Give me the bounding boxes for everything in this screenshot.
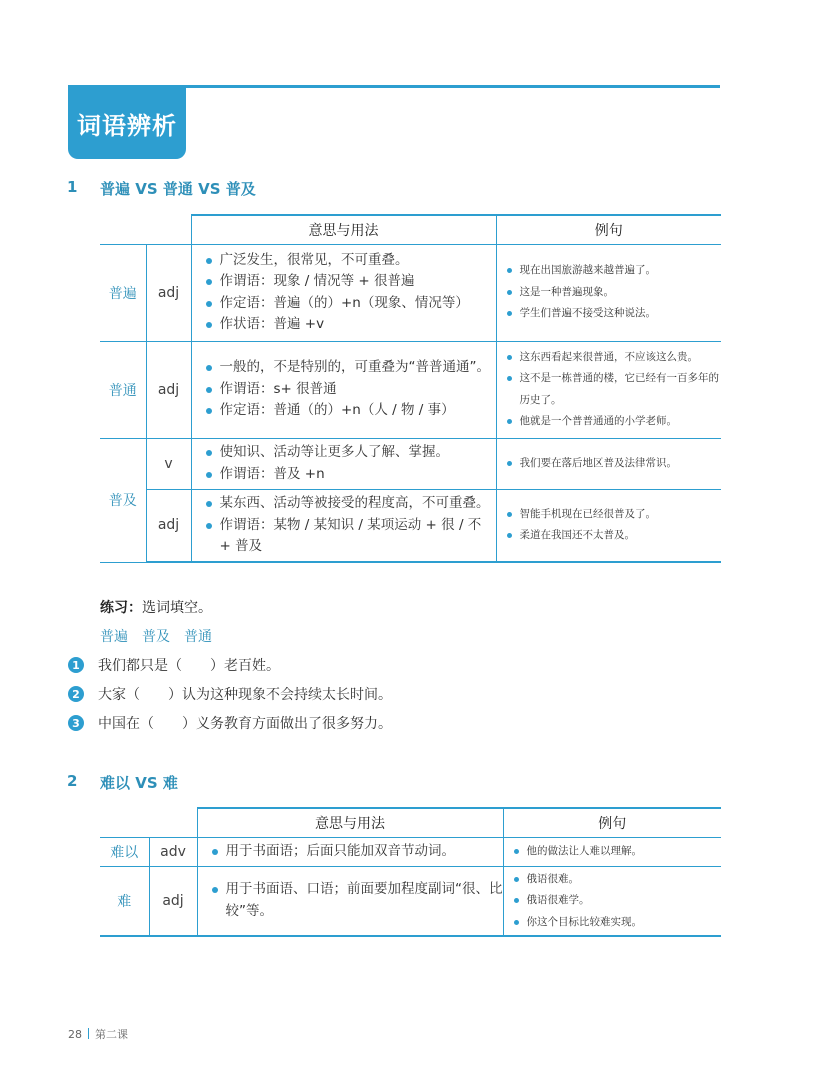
example-cell (496, 438, 721, 489)
usage-cell (191, 341, 496, 438)
usage-cell (191, 244, 496, 341)
word-choices (100, 626, 226, 646)
item-number-badge: 1 (68, 657, 84, 673)
item-text: 大家（ ）认为这种现象不会持续太长时间。 (98, 687, 392, 703)
pos-cell: adj (149, 866, 197, 936)
example-bullet: 这东西看起来很普通，不应该这么贵。 (507, 347, 722, 369)
table-row (100, 341, 721, 438)
usage-bullet: 用于书面语；后面只能加双音节动词。 (212, 841, 503, 863)
usage-bullet: 广泛发生，很常见，不可重叠。 (206, 250, 496, 272)
word-cell: 难 (100, 866, 149, 936)
lesson-label: 第二课 (95, 1028, 128, 1041)
table-row (100, 244, 721, 341)
example-cell (503, 837, 721, 866)
item-number-badge: 2 (68, 686, 84, 702)
example-bullet: 俄语很难。 (514, 869, 722, 891)
table-header-row (100, 808, 721, 837)
section-2-number: 2 (67, 772, 78, 790)
example-cell (503, 866, 721, 936)
table-row (100, 489, 721, 562)
usage-bullet: 作谓语：某物 / 某知识 / 某项运动 + 很 / 不 + 普及 (206, 515, 496, 558)
usage-bullet: 一般的，不是特别的，可重叠为“普普通通”。 (206, 357, 496, 379)
practice-label: 练习： (100, 600, 142, 616)
usage-cell (197, 837, 503, 866)
example-bullet: 智能手机现在已经很普及了。 (507, 504, 722, 526)
section-1-number: 1 (67, 178, 78, 196)
table-row (100, 438, 721, 489)
example-bullet: 这是一种普遍现象。 (507, 282, 722, 304)
table-header-row (100, 215, 721, 244)
choice-word: 普及 (142, 629, 170, 645)
example-header: 例句 (503, 808, 721, 837)
choice-word: 普通 (184, 629, 212, 645)
example-bullet: 俄语很难学。 (514, 890, 722, 912)
pos-cell: v (146, 438, 191, 489)
pos-cell: adj (146, 244, 191, 341)
practice-item (68, 655, 280, 675)
table-row (100, 866, 721, 936)
usage-cell (191, 438, 496, 489)
practice-instruction: 选词填空。 (142, 600, 212, 616)
usage-bullet: 某东西、活动等被接受的程度高，不可重叠。 (206, 493, 496, 515)
banner-title: 词语辨析 (77, 112, 177, 140)
example-cell (496, 244, 721, 341)
usage-cell (197, 866, 503, 936)
item-number-badge: 3 (68, 715, 84, 731)
usage-bullet: 作定语：普通（的）+n（人 / 物 / 事） (206, 400, 496, 422)
word-cell: 普通 (100, 341, 146, 438)
section-2-title: 难以 VS 难 (100, 774, 178, 792)
choice-word: 普遍 (100, 629, 128, 645)
pos-cell: adj (146, 489, 191, 562)
example-bullet: 学生们普遍不接受这种说法。 (507, 303, 722, 325)
example-bullet: 柔道在我国还不太普及。 (507, 525, 722, 547)
practice-item (68, 713, 392, 733)
example-bullet: 我们要在落后地区普及法律常识。 (507, 453, 722, 475)
page-footer (68, 1026, 128, 1042)
usage-bullet: 作定语：普遍（的）+n（现象、情况等） (206, 293, 496, 315)
footer-divider (88, 1028, 89, 1039)
example-bullet: 你这个目标比较难实现。 (514, 912, 722, 934)
item-text: 中国在（ ）义务教育方面做出了很多努力。 (98, 716, 392, 732)
word-cell: 普遍 (100, 244, 146, 341)
comparison-table-2 (100, 807, 721, 937)
usage-bullet: 作谓语：普及 +n (206, 464, 496, 486)
example-cell (496, 341, 721, 438)
usage-cell (191, 489, 496, 562)
usage-bullet: 用于书面语、口语；前面要加程度副词“很、比较”等。 (212, 879, 503, 922)
pos-cell: adj (146, 341, 191, 438)
item-text: 我们都只是（ ）老百姓。 (98, 658, 280, 674)
usage-bullet: 作谓语：现象 / 情况等 + 很普遍 (206, 271, 496, 293)
usage-bullet: 作谓语：s+ 很普通 (206, 379, 496, 401)
section-1-title: 普遍 VS 普通 VS 普及 (100, 180, 256, 198)
comparison-table-1 (100, 214, 721, 563)
example-header: 例句 (496, 215, 721, 244)
practice-title (100, 597, 212, 617)
word-cell: 普及 (100, 438, 146, 562)
practice-item (68, 684, 392, 704)
usage-header: 意思与用法 (197, 808, 503, 837)
example-bullet: 他就是一个普普通通的小学老师。 (507, 411, 722, 433)
usage-bullet: 作状语：普遍 +v (206, 314, 496, 336)
pos-cell: adv (149, 837, 197, 866)
usage-bullet: 使知识、活动等让更多人了解、掌握。 (206, 442, 496, 464)
table-row (100, 837, 721, 866)
page-number: 28 (68, 1028, 82, 1041)
word-cell: 难以 (100, 837, 149, 866)
example-bullet: 他的做法让人难以理解。 (514, 841, 722, 863)
usage-header: 意思与用法 (191, 215, 496, 244)
example-cell (496, 489, 721, 562)
example-bullet: 现在出国旅游越来越普遍了。 (507, 260, 722, 282)
example-bullet: 这不是一栋普通的楼，它已经有一百多年的历史了。 (507, 368, 722, 411)
